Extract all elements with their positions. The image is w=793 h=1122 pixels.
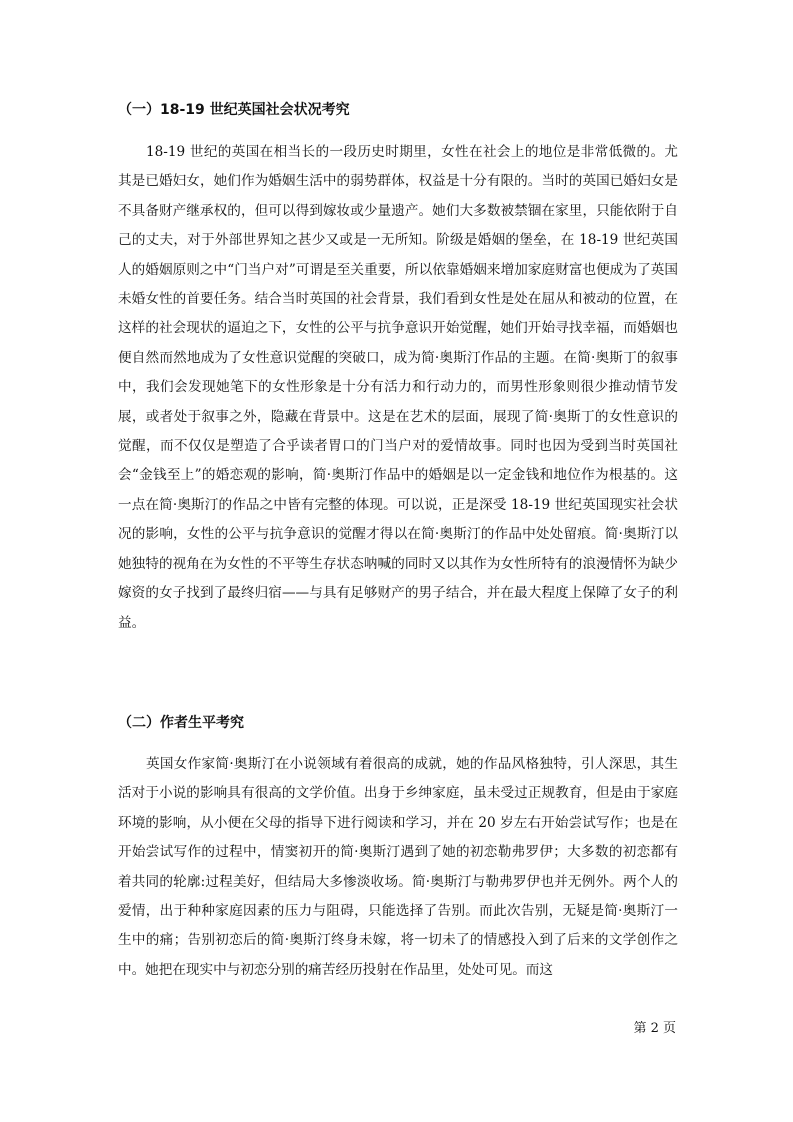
section-heading-author-biography: （二）作者生平考究 bbox=[118, 715, 244, 731]
page-number: 第 2 页 bbox=[633, 1021, 676, 1036]
paragraph-author-biography: 英国女作家简·奥斯汀在小说领域有着很高的成就，她的作品风格独特，引人深思，其生活对于小说的影响具有很高的文学价值。出身于乡绅家庭，虽未受过正规教育，但是由于家庭环境的影响，从小便在父母的指导下进行阅读和学习，并在 20 岁左右开始尝试写作；也是在开始尝试写作的过程中，情窦初开的简·奥斯汀遇到了她的初恋勒弗罗伊；大多数的初恋都有着共同的轮廓:过程美好，但结局大多惨淡收场。简·奥斯汀与勒弗罗伊也并无例外。两个人的爱情，出于种种家庭因素的压力与阻碍，只能选择了告别。而此次告别，无疑是简·奥斯汀一生中的痛；告别初恋后的简·奥斯汀终身未嫁，将一切未了的情感投入到了后来的文学创作之中。她把在现实中与初恋分别的痛苦经历投射在作品里，处处可见。而这 bbox=[118, 756, 678, 978]
paragraph-social-conditions: 18-19 世纪的英国在相当长的一段历史时期里，女性在社会上的地位是非常低微的。尤其是已婚妇女，她们作为婚姻生活中的弱势群体，权益是十分有限的。当时的英国已婚妇女是不具备财产继承权的，但可以得到嫁妆或少量遗产。她们大多数被禁锢在家里，只能依附于自己的丈夫，对于外部世界知之甚少又或是一无所知。阶级是婚姻的堡垒，在 18-19 世纪英国人的婚姻原则之中“门当户对”可谓是至关重要，所以依靠婚姻来增加家庭财富也便成为了英国未婚女性的首要任务。结合当时英国的社会背景，我们看到女性是处在屈从和被动的位置，在这样的社会现状的逼迫之下，女性的公平与抗争意识开始觉醒，她们开始寻找幸福，而婚姻也便自然而然地成为了女性意识觉醒的突破口，成为简·奥斯汀作品的主题。在简·奥斯丁的叙事中，我们会发现她笔下的女性形象是十分有活力和行动力的，而男性形象则很少推动情节发展，或者处于叙事之外，隐藏在背景中。这是在艺术的层面，展现了简·奥斯丁的女性意识的觉醒，而不仅仅是塑造了合乎读者胃口的门当户对的爱情故事。同时也因为受到当时英国社会“金钱至上”的婚恋观的影响，简·奥斯汀作品中的婚姻是以一定金钱和地位作为根基的。这一点在简·奥斯汀的作品之中皆有完整的体现。可以说，正是深受 18-19 世纪英国现实社会状况的影响，女性的公平与抗争意识的觉醒才得以在简·奥斯汀的作品中处处留痕。简·奥斯汀以她独特的视角在为女性的不平等生存状态呐喊的同时又以其作为女性所特有的浪漫情怀为缺少嫁资的女子找到了最终归宿——与具有足够财产的男子结合，并在最大程度上保障了女子的利益。 bbox=[118, 144, 678, 631]
section-heading-social-conditions: （一）18-19 世纪英国社会状况考究 bbox=[118, 102, 350, 118]
